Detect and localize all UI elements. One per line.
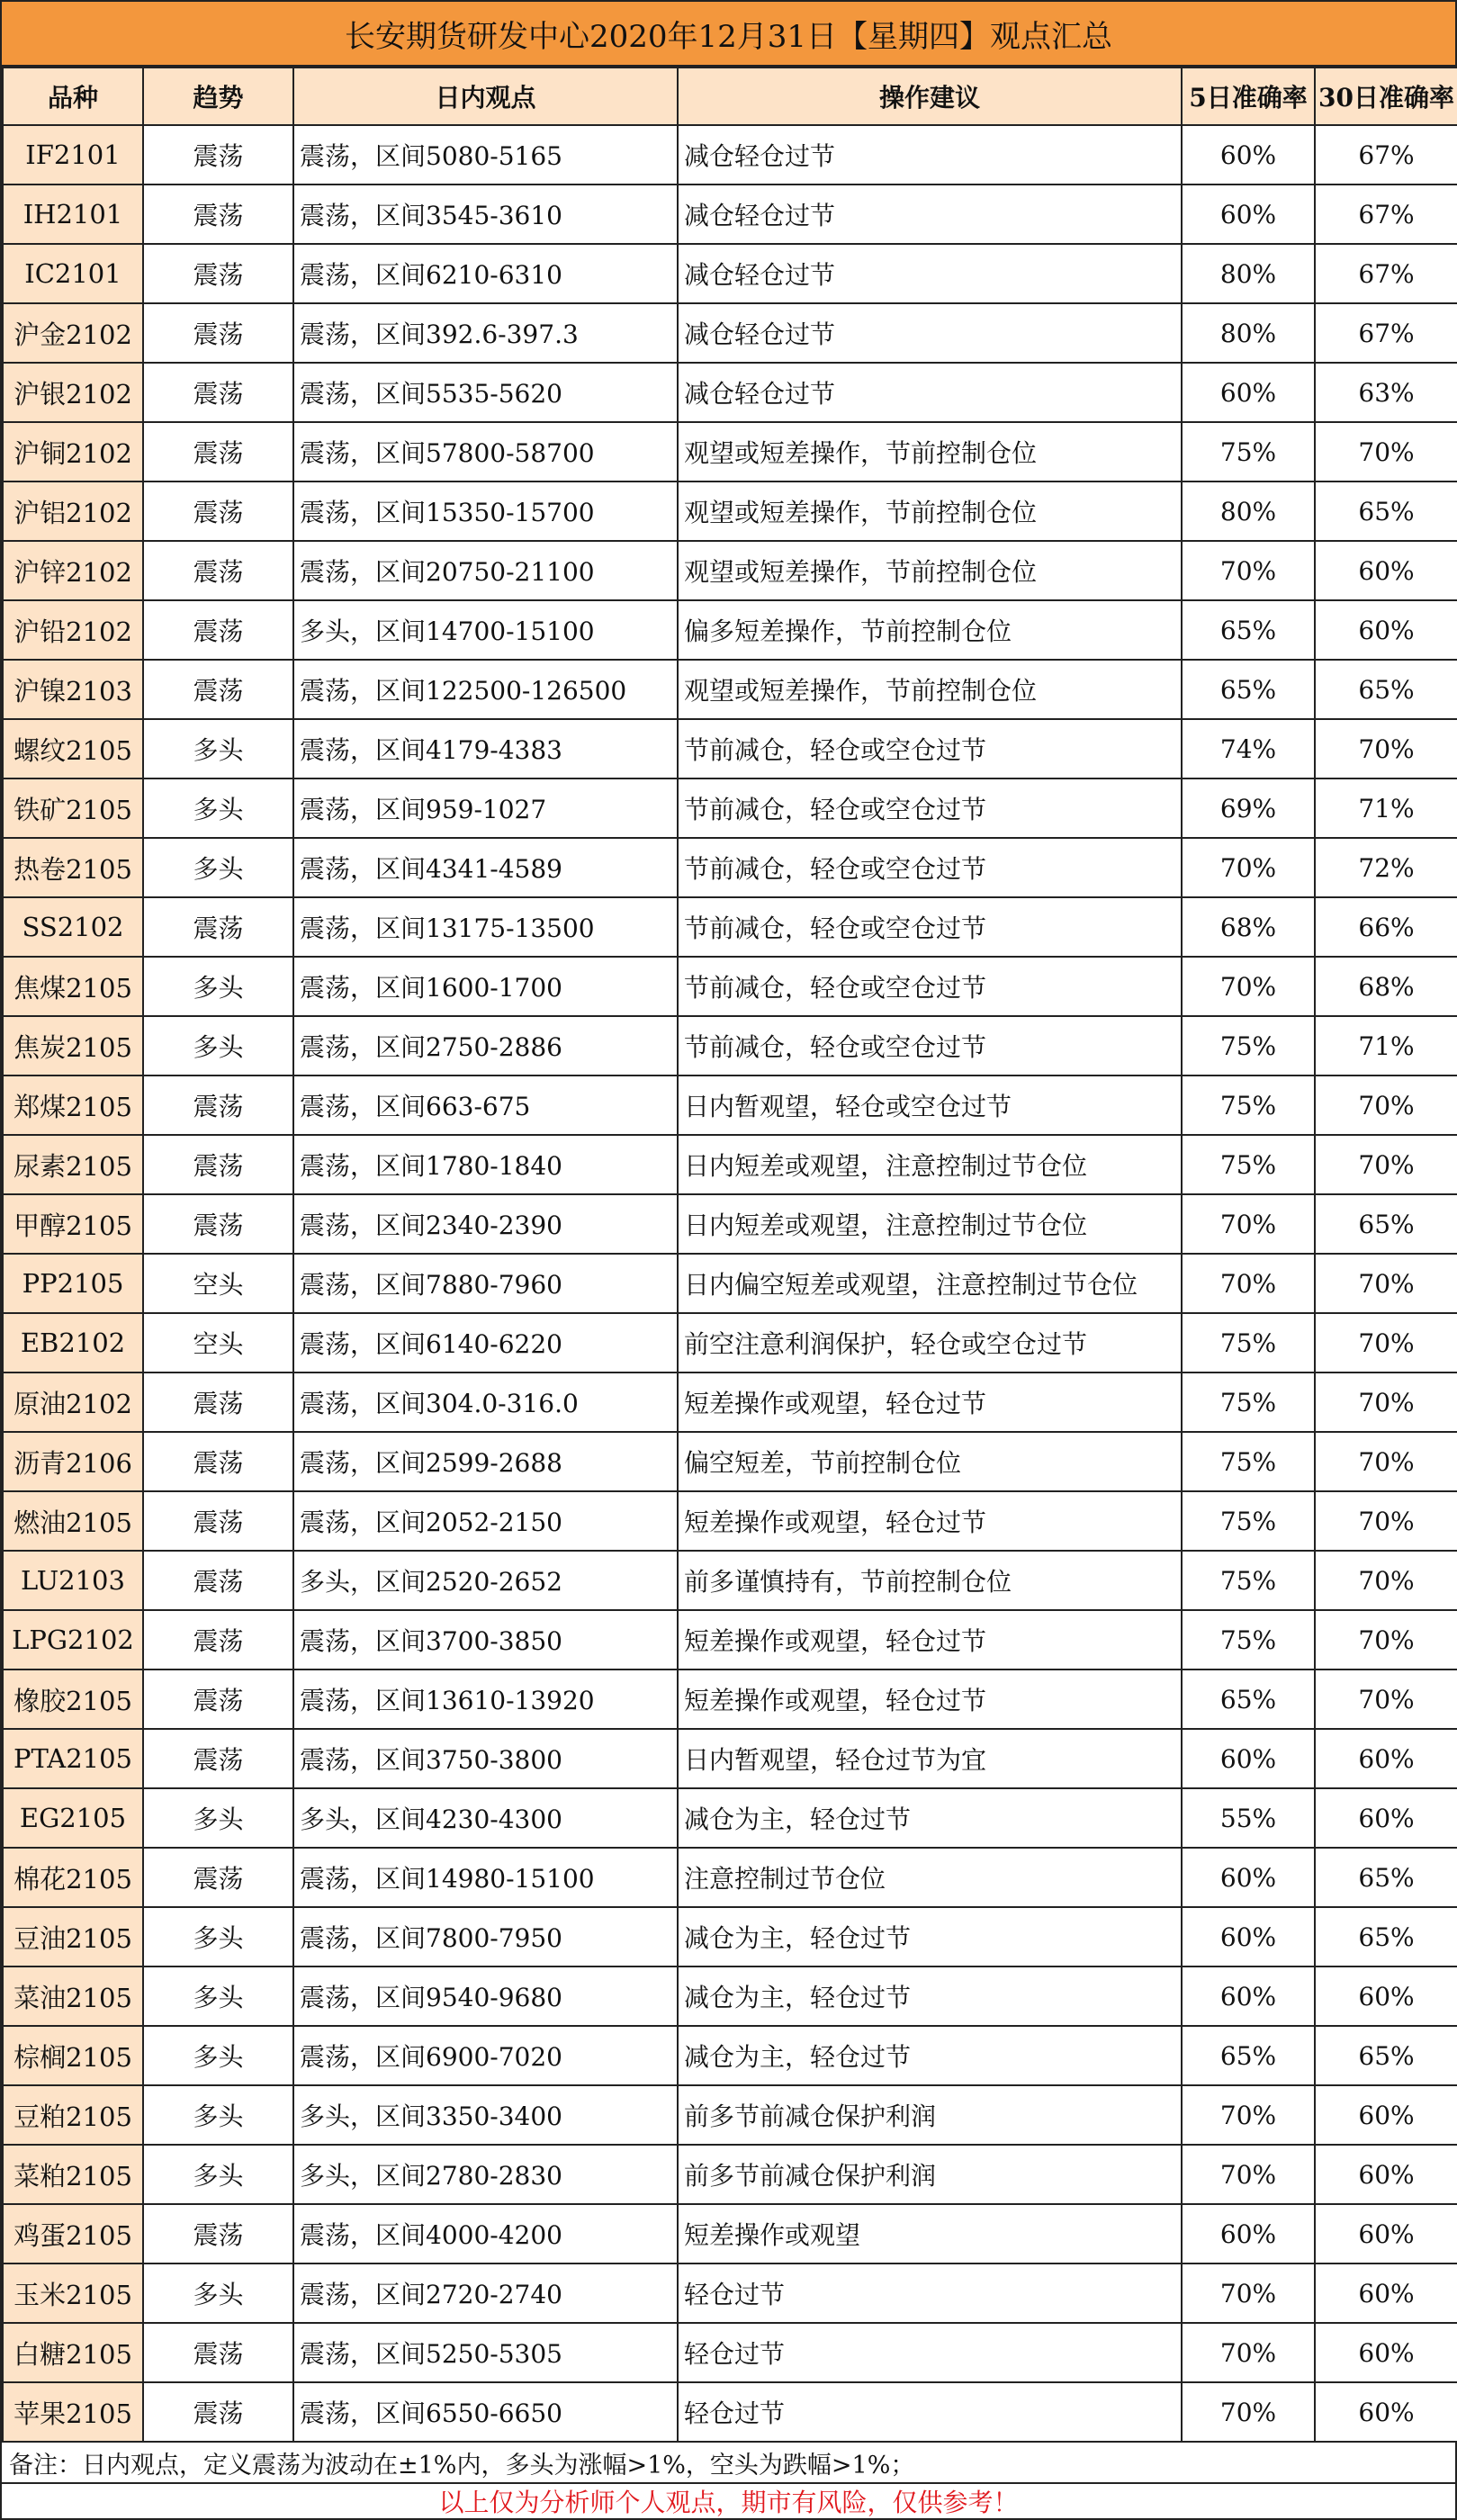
cell-trend: 震荡 bbox=[143, 184, 293, 244]
cell-trend: 震荡 bbox=[143, 1491, 293, 1551]
table-body bbox=[3, 125, 1457, 2442]
cell-acc30: 70% bbox=[1315, 1491, 1457, 1551]
cell-acc30: 60% bbox=[1315, 2085, 1457, 2145]
table-row bbox=[3, 1551, 1457, 1610]
cell-trend: 震荡 bbox=[143, 1610, 293, 1670]
cell-trend: 多头 bbox=[143, 778, 293, 838]
cell-intraday: 震荡，区间4000-4200 bbox=[293, 2204, 678, 2264]
cell-trend: 震荡 bbox=[143, 303, 293, 363]
cell-intraday: 震荡，区间7800-7950 bbox=[293, 1907, 678, 1966]
table-row bbox=[3, 303, 1457, 363]
cell-intraday: 震荡，区间3750-3800 bbox=[293, 1729, 678, 1788]
cell-name: 玉米2105 bbox=[3, 2264, 143, 2323]
cell-name: EB2102 bbox=[3, 1313, 143, 1372]
cell-acc5: 65% bbox=[1182, 660, 1315, 719]
cell-trend: 震荡 bbox=[143, 1670, 293, 1729]
cell-intraday: 震荡，区间13175-13500 bbox=[293, 897, 678, 957]
cell-trend: 震荡 bbox=[143, 1551, 293, 1610]
cell-operation: 减仓为主，轻仓过节 bbox=[678, 2026, 1182, 2085]
cell-trend: 多头 bbox=[143, 2085, 293, 2145]
table-row bbox=[3, 2026, 1457, 2085]
cell-acc5: 60% bbox=[1182, 125, 1315, 184]
cell-acc5: 70% bbox=[1182, 541, 1315, 600]
cell-acc5: 70% bbox=[1182, 1194, 1315, 1254]
cell-operation: 减仓轻仓过节 bbox=[678, 184, 1182, 244]
cell-name: PTA2105 bbox=[3, 1729, 143, 1788]
table-row bbox=[3, 1372, 1457, 1432]
cell-acc30: 60% bbox=[1315, 2204, 1457, 2264]
cell-acc5: 65% bbox=[1182, 600, 1315, 660]
cell-acc30: 60% bbox=[1315, 2264, 1457, 2323]
cell-acc30: 60% bbox=[1315, 2323, 1457, 2382]
cell-name: 棉花2105 bbox=[3, 1848, 143, 1907]
cell-name: 棕榈2105 bbox=[3, 2026, 143, 2085]
cell-trend: 震荡 bbox=[143, 125, 293, 184]
cell-operation: 观望或短差操作，节前控制仓位 bbox=[678, 660, 1182, 719]
cell-name: 热卷2105 bbox=[3, 838, 143, 897]
cell-name: 橡胶2105 bbox=[3, 1670, 143, 1729]
cell-acc5: 75% bbox=[1182, 1551, 1315, 1610]
cell-operation: 短差操作或观望，轻仓过节 bbox=[678, 1610, 1182, 1670]
cell-acc5: 74% bbox=[1182, 719, 1315, 778]
cell-intraday: 震荡，区间392.6-397.3 bbox=[293, 303, 678, 363]
cell-acc5: 65% bbox=[1182, 1670, 1315, 1729]
cell-trend: 震荡 bbox=[143, 541, 293, 600]
cell-acc5: 75% bbox=[1182, 1372, 1315, 1432]
cell-acc30: 67% bbox=[1315, 184, 1457, 244]
table-row bbox=[3, 2085, 1457, 2145]
table-row bbox=[3, 244, 1457, 303]
cell-acc5: 70% bbox=[1182, 1254, 1315, 1313]
cell-intraday: 震荡，区间9540-9680 bbox=[293, 1966, 678, 2026]
cell-intraday: 震荡，区间3700-3850 bbox=[293, 1610, 678, 1670]
cell-trend: 震荡 bbox=[143, 600, 293, 660]
cell-intraday: 震荡，区间959-1027 bbox=[293, 778, 678, 838]
cell-operation: 前多节前减仓保护利润 bbox=[678, 2145, 1182, 2204]
cell-operation: 短差操作或观望，轻仓过节 bbox=[678, 1372, 1182, 1432]
table-row bbox=[3, 2323, 1457, 2382]
cell-name: PP2105 bbox=[3, 1254, 143, 1313]
cell-trend: 空头 bbox=[143, 1313, 293, 1372]
cell-operation: 短差操作或观望，轻仓过节 bbox=[678, 1491, 1182, 1551]
header-operation: 操作建议 bbox=[678, 68, 1182, 125]
cell-acc30: 71% bbox=[1315, 778, 1457, 838]
cell-trend: 震荡 bbox=[143, 482, 293, 541]
table-row bbox=[3, 1848, 1457, 1907]
cell-name: IF2101 bbox=[3, 125, 143, 184]
cell-acc30: 60% bbox=[1315, 600, 1457, 660]
cell-intraday: 震荡，区间2720-2740 bbox=[293, 2264, 678, 2323]
cell-name: IC2101 bbox=[3, 244, 143, 303]
cell-acc5: 75% bbox=[1182, 1076, 1315, 1135]
table-row bbox=[3, 1670, 1457, 1729]
header-trend: 趋势 bbox=[143, 68, 293, 125]
table-row bbox=[3, 422, 1457, 482]
cell-trend: 震荡 bbox=[143, 1729, 293, 1788]
cell-name: 沥青2106 bbox=[3, 1432, 143, 1491]
cell-acc30: 70% bbox=[1315, 719, 1457, 778]
cell-acc5: 70% bbox=[1182, 2264, 1315, 2323]
cell-acc30: 65% bbox=[1315, 2026, 1457, 2085]
cell-intraday: 震荡，区间663-675 bbox=[293, 1076, 678, 1135]
cell-acc5: 80% bbox=[1182, 482, 1315, 541]
cell-operation: 日内偏空短差或观望，注意控制过节仓位 bbox=[678, 1254, 1182, 1313]
cell-name: LU2103 bbox=[3, 1551, 143, 1610]
cell-intraday: 震荡，区间20750-21100 bbox=[293, 541, 678, 600]
cell-intraday: 震荡，区间4179-4383 bbox=[293, 719, 678, 778]
cell-operation: 观望或短差操作，节前控制仓位 bbox=[678, 541, 1182, 600]
cell-acc30: 60% bbox=[1315, 1788, 1457, 1848]
cell-acc5: 60% bbox=[1182, 1907, 1315, 1966]
cell-name: 铁矿2105 bbox=[3, 778, 143, 838]
table-row bbox=[3, 1254, 1457, 1313]
cell-name: 尿素2105 bbox=[3, 1135, 143, 1194]
cell-intraday: 震荡，区间6900-7020 bbox=[293, 2026, 678, 2085]
cell-intraday: 震荡，区间2599-2688 bbox=[293, 1432, 678, 1491]
table-row bbox=[3, 897, 1457, 957]
cell-acc30: 60% bbox=[1315, 2382, 1457, 2442]
cell-intraday: 震荡，区间6210-6310 bbox=[293, 244, 678, 303]
cell-acc30: 70% bbox=[1315, 1670, 1457, 1729]
cell-name: 焦煤2105 bbox=[3, 957, 143, 1016]
cell-trend: 震荡 bbox=[143, 422, 293, 482]
cell-acc30: 71% bbox=[1315, 1016, 1457, 1076]
cell-acc5: 70% bbox=[1182, 957, 1315, 1016]
cell-name: 沪锌2102 bbox=[3, 541, 143, 600]
cell-operation: 观望或短差操作，节前控制仓位 bbox=[678, 482, 1182, 541]
cell-acc30: 63% bbox=[1315, 363, 1457, 422]
table-row bbox=[3, 1135, 1457, 1194]
cell-operation: 减仓轻仓过节 bbox=[678, 125, 1182, 184]
cell-trend: 震荡 bbox=[143, 363, 293, 422]
cell-trend: 多头 bbox=[143, 1788, 293, 1848]
cell-name: LPG2102 bbox=[3, 1610, 143, 1670]
cell-trend: 震荡 bbox=[143, 1372, 293, 1432]
cell-name: SS2102 bbox=[3, 897, 143, 957]
cell-name: 燃油2105 bbox=[3, 1491, 143, 1551]
cell-trend: 震荡 bbox=[143, 1194, 293, 1254]
cell-intraday: 震荡，区间3545-3610 bbox=[293, 184, 678, 244]
cell-acc30: 70% bbox=[1315, 1313, 1457, 1372]
table-row bbox=[3, 1313, 1457, 1372]
cell-name: 菜粕2105 bbox=[3, 2145, 143, 2204]
cell-acc5: 60% bbox=[1182, 184, 1315, 244]
cell-operation: 短差操作或观望，轻仓过节 bbox=[678, 1670, 1182, 1729]
table-row bbox=[3, 1194, 1457, 1254]
cell-acc30: 68% bbox=[1315, 957, 1457, 1016]
cell-acc5: 75% bbox=[1182, 1610, 1315, 1670]
cell-intraday: 震荡，区间5250-5305 bbox=[293, 2323, 678, 2382]
header-row bbox=[3, 68, 1457, 125]
cell-trend: 震荡 bbox=[143, 2323, 293, 2382]
cell-operation: 节前减仓，轻仓或空仓过节 bbox=[678, 897, 1182, 957]
cell-intraday: 震荡，区间57800-58700 bbox=[293, 422, 678, 482]
cell-acc5: 70% bbox=[1182, 2323, 1315, 2382]
cell-name: 螺纹2105 bbox=[3, 719, 143, 778]
cell-name: 沪镍2103 bbox=[3, 660, 143, 719]
cell-operation: 减仓轻仓过节 bbox=[678, 303, 1182, 363]
cell-acc5: 60% bbox=[1182, 363, 1315, 422]
table-row bbox=[3, 184, 1457, 244]
cell-operation: 轻仓过节 bbox=[678, 2323, 1182, 2382]
cell-name: 白糖2105 bbox=[3, 2323, 143, 2382]
cell-acc30: 67% bbox=[1315, 303, 1457, 363]
cell-acc30: 65% bbox=[1315, 1848, 1457, 1907]
table-row bbox=[3, 778, 1457, 838]
cell-operation: 节前减仓，轻仓或空仓过节 bbox=[678, 957, 1182, 1016]
cell-acc30: 70% bbox=[1315, 1610, 1457, 1670]
table-row bbox=[3, 660, 1457, 719]
cell-name: 苹果2105 bbox=[3, 2382, 143, 2442]
cell-operation: 日内短差或观望，注意控制过节仓位 bbox=[678, 1135, 1182, 1194]
cell-acc5: 75% bbox=[1182, 1491, 1315, 1551]
cell-acc5: 75% bbox=[1182, 1135, 1315, 1194]
cell-intraday: 多头，区间14700-15100 bbox=[293, 600, 678, 660]
sheet-title: 长安期货研发中心2020年12月31日【星期四】观点汇总 bbox=[2, 2, 1457, 67]
cell-intraday: 多头，区间2780-2830 bbox=[293, 2145, 678, 2204]
cell-operation: 减仓为主，轻仓过节 bbox=[678, 1788, 1182, 1848]
cell-trend: 多头 bbox=[143, 2145, 293, 2204]
cell-trend: 多头 bbox=[143, 838, 293, 897]
cell-acc30: 60% bbox=[1315, 1966, 1457, 2026]
cell-name: 沪金2102 bbox=[3, 303, 143, 363]
cell-acc30: 70% bbox=[1315, 1254, 1457, 1313]
cell-name: 沪铝2102 bbox=[3, 482, 143, 541]
cell-operation: 偏空短差，节前控制仓位 bbox=[678, 1432, 1182, 1491]
cell-name: EG2105 bbox=[3, 1788, 143, 1848]
cell-name: IH2101 bbox=[3, 184, 143, 244]
cell-intraday: 震荡，区间2340-2390 bbox=[293, 1194, 678, 1254]
table-row bbox=[3, 482, 1457, 541]
table-row bbox=[3, 957, 1457, 1016]
note-text: 备注：日内观点，定义震荡为波动在±1%内，多头为涨幅>1%，空头为跌幅>1%； bbox=[2, 2443, 1457, 2484]
table-row bbox=[3, 1491, 1457, 1551]
table-row bbox=[3, 2382, 1457, 2442]
cell-acc5: 70% bbox=[1182, 2085, 1315, 2145]
table-row bbox=[3, 1729, 1457, 1788]
cell-operation: 节前减仓，轻仓或空仓过节 bbox=[678, 719, 1182, 778]
cell-trend: 多头 bbox=[143, 957, 293, 1016]
cell-acc30: 70% bbox=[1315, 1551, 1457, 1610]
cell-acc30: 70% bbox=[1315, 422, 1457, 482]
cell-trend: 多头 bbox=[143, 2026, 293, 2085]
cell-trend: 震荡 bbox=[143, 244, 293, 303]
cell-intraday: 震荡，区间304.0-316.0 bbox=[293, 1372, 678, 1432]
table-row bbox=[3, 363, 1457, 422]
cell-acc30: 65% bbox=[1315, 482, 1457, 541]
cell-acc30: 70% bbox=[1315, 1076, 1457, 1135]
cell-operation: 前多节前减仓保护利润 bbox=[678, 2085, 1182, 2145]
cell-operation: 短差操作或观望 bbox=[678, 2204, 1182, 2264]
table-row bbox=[3, 2264, 1457, 2323]
cell-trend: 震荡 bbox=[143, 1076, 293, 1135]
cell-name: 菜油2105 bbox=[3, 1966, 143, 2026]
cell-trend: 震荡 bbox=[143, 2204, 293, 2264]
table-row bbox=[3, 2145, 1457, 2204]
cell-trend: 多头 bbox=[143, 1907, 293, 1966]
cell-acc5: 75% bbox=[1182, 1016, 1315, 1076]
table-row bbox=[3, 600, 1457, 660]
cell-acc5: 70% bbox=[1182, 2145, 1315, 2204]
cell-operation: 日内暂观望，轻仓过节为宜 bbox=[678, 1729, 1182, 1788]
cell-trend: 震荡 bbox=[143, 1848, 293, 1907]
cell-intraday: 震荡，区间2052-2150 bbox=[293, 1491, 678, 1551]
cell-operation: 前空注意利润保护，轻仓或空仓过节 bbox=[678, 1313, 1182, 1372]
header-intraday: 日内观点 bbox=[293, 68, 678, 125]
cell-trend: 震荡 bbox=[143, 1135, 293, 1194]
cell-name: 沪铅2102 bbox=[3, 600, 143, 660]
table-row bbox=[3, 541, 1457, 600]
cell-acc5: 68% bbox=[1182, 897, 1315, 957]
cell-name: 豆油2105 bbox=[3, 1907, 143, 1966]
cell-acc30: 66% bbox=[1315, 897, 1457, 957]
cell-acc5: 60% bbox=[1182, 1729, 1315, 1788]
cell-intraday: 震荡，区间5535-5620 bbox=[293, 363, 678, 422]
cell-name: 鸡蛋2105 bbox=[3, 2204, 143, 2264]
cell-acc5: 70% bbox=[1182, 2382, 1315, 2442]
table-row bbox=[3, 1432, 1457, 1491]
cell-trend: 震荡 bbox=[143, 660, 293, 719]
cell-intraday: 震荡，区间14980-15100 bbox=[293, 1848, 678, 1907]
cell-acc5: 80% bbox=[1182, 303, 1315, 363]
cell-acc30: 60% bbox=[1315, 541, 1457, 600]
cell-operation: 日内暂观望，轻仓或空仓过节 bbox=[678, 1076, 1182, 1135]
cell-operation: 减仓为主，轻仓过节 bbox=[678, 1907, 1182, 1966]
table-row bbox=[3, 1788, 1457, 1848]
cell-trend: 空头 bbox=[143, 1254, 293, 1313]
cell-name: 沪铜2102 bbox=[3, 422, 143, 482]
table-row bbox=[3, 838, 1457, 897]
cell-operation: 观望或短差操作，节前控制仓位 bbox=[678, 422, 1182, 482]
table-row bbox=[3, 719, 1457, 778]
table-row bbox=[3, 1610, 1457, 1670]
cell-acc30: 65% bbox=[1315, 660, 1457, 719]
cell-operation: 注意控制过节仓位 bbox=[678, 1848, 1182, 1907]
cell-intraday: 震荡，区间122500-126500 bbox=[293, 660, 678, 719]
cell-name: 豆粕2105 bbox=[3, 2085, 143, 2145]
table-row bbox=[3, 1966, 1457, 2026]
table-row bbox=[3, 1076, 1457, 1135]
cell-name: 甲醇2105 bbox=[3, 1194, 143, 1254]
cell-acc5: 60% bbox=[1182, 2204, 1315, 2264]
cell-acc30: 60% bbox=[1315, 2145, 1457, 2204]
cell-intraday: 震荡，区间7880-7960 bbox=[293, 1254, 678, 1313]
cell-operation: 节前减仓，轻仓或空仓过节 bbox=[678, 778, 1182, 838]
cell-acc5: 55% bbox=[1182, 1788, 1315, 1848]
cell-operation: 减仓轻仓过节 bbox=[678, 363, 1182, 422]
header-acc5: 5日准确率 bbox=[1182, 68, 1315, 125]
table-row bbox=[3, 1016, 1457, 1076]
table-row bbox=[3, 1907, 1457, 1966]
cell-operation: 减仓为主，轻仓过节 bbox=[678, 1966, 1182, 2026]
cell-acc30: 70% bbox=[1315, 1432, 1457, 1491]
cell-intraday: 震荡，区间2750-2886 bbox=[293, 1016, 678, 1076]
cell-intraday: 震荡，区间1780-1840 bbox=[293, 1135, 678, 1194]
cell-intraday: 震荡，区间6550-6650 bbox=[293, 2382, 678, 2442]
header-name: 品种 bbox=[3, 68, 143, 125]
cell-acc5: 75% bbox=[1182, 1313, 1315, 1372]
cell-acc5: 75% bbox=[1182, 422, 1315, 482]
cell-trend: 多头 bbox=[143, 1016, 293, 1076]
cell-operation: 节前减仓，轻仓或空仓过节 bbox=[678, 1016, 1182, 1076]
cell-acc30: 65% bbox=[1315, 1907, 1457, 1966]
cell-acc5: 70% bbox=[1182, 838, 1315, 897]
cell-intraday: 震荡，区间13610-13920 bbox=[293, 1670, 678, 1729]
cell-acc30: 60% bbox=[1315, 1729, 1457, 1788]
cell-trend: 多头 bbox=[143, 2264, 293, 2323]
cell-intraday: 震荡，区间1600-1700 bbox=[293, 957, 678, 1016]
cell-operation: 轻仓过节 bbox=[678, 2382, 1182, 2442]
cell-intraday: 震荡，区间5080-5165 bbox=[293, 125, 678, 184]
cell-name: 沪银2102 bbox=[3, 363, 143, 422]
cell-intraday: 多头，区间3350-3400 bbox=[293, 2085, 678, 2145]
cell-trend: 震荡 bbox=[143, 897, 293, 957]
cell-acc5: 80% bbox=[1182, 244, 1315, 303]
cell-name: 原油2102 bbox=[3, 1372, 143, 1432]
cell-operation: 轻仓过节 bbox=[678, 2264, 1182, 2323]
cell-operation: 减仓轻仓过节 bbox=[678, 244, 1182, 303]
cell-acc30: 67% bbox=[1315, 244, 1457, 303]
cell-acc5: 65% bbox=[1182, 2026, 1315, 2085]
cell-trend: 震荡 bbox=[143, 2382, 293, 2442]
cell-intraday: 多头，区间4230-4300 bbox=[293, 1788, 678, 1848]
header-acc30: 30日准确率 bbox=[1315, 68, 1457, 125]
cell-trend: 多头 bbox=[143, 1966, 293, 2026]
cell-name: 焦炭2105 bbox=[3, 1016, 143, 1076]
disclaimer-text: 以上仅为分析师个人观点，期市有风险，仅供参考！ bbox=[2, 2484, 1457, 2520]
cell-acc30: 65% bbox=[1315, 1194, 1457, 1254]
cell-acc5: 75% bbox=[1182, 1432, 1315, 1491]
cell-intraday: 震荡，区间6140-6220 bbox=[293, 1313, 678, 1372]
cell-acc5: 60% bbox=[1182, 1848, 1315, 1907]
cell-operation: 节前减仓，轻仓或空仓过节 bbox=[678, 838, 1182, 897]
cell-acc5: 69% bbox=[1182, 778, 1315, 838]
cell-operation: 日内短差或观望，注意控制过节仓位 bbox=[678, 1194, 1182, 1254]
table-row bbox=[3, 125, 1457, 184]
cell-operation: 前多谨慎持有，节前控制仓位 bbox=[678, 1551, 1182, 1610]
cell-intraday: 多头，区间2520-2652 bbox=[293, 1551, 678, 1610]
cell-acc30: 70% bbox=[1315, 1372, 1457, 1432]
cell-trend: 震荡 bbox=[143, 1432, 293, 1491]
cell-intraday: 震荡，区间4341-4589 bbox=[293, 838, 678, 897]
cell-acc30: 72% bbox=[1315, 838, 1457, 897]
cell-acc5: 60% bbox=[1182, 1966, 1315, 2026]
cell-trend: 多头 bbox=[143, 719, 293, 778]
table-row bbox=[3, 2204, 1457, 2264]
cell-operation: 偏多短差操作，节前控制仓位 bbox=[678, 600, 1182, 660]
opinion-table bbox=[2, 67, 1457, 2443]
cell-name: 郑煤2105 bbox=[3, 1076, 143, 1135]
cell-acc30: 67% bbox=[1315, 125, 1457, 184]
cell-intraday: 震荡，区间15350-15700 bbox=[293, 482, 678, 541]
cell-acc30: 70% bbox=[1315, 1135, 1457, 1194]
